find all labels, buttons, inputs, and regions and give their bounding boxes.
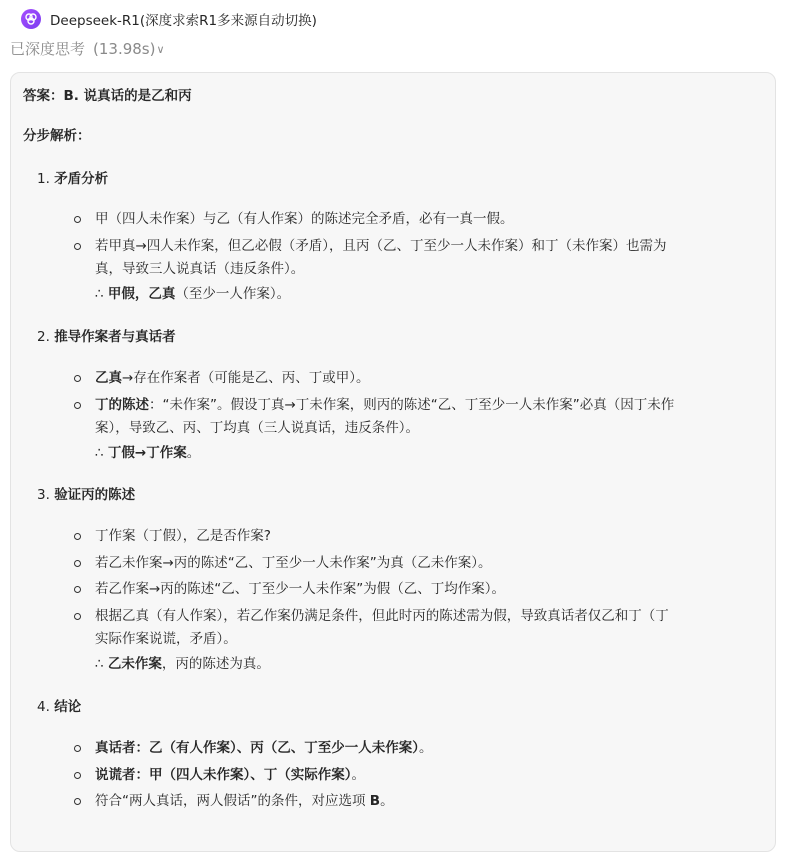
- bullet-icon: [74, 745, 81, 752]
- model-name: Deepseek-R1(深度求索R1多来源自动切换): [50, 13, 317, 29]
- section-2-heading: 2. 推导作案者与真话者: [37, 329, 176, 345]
- answer-title: 答案：B. 说真话的是乙和丙: [23, 88, 192, 104]
- bullet-icon: [74, 613, 81, 620]
- bullet-icon: [74, 560, 81, 567]
- bullet-icon: [74, 243, 81, 250]
- conclusion-line: ∴ 甲假，乙真（至少一人作案）。: [95, 286, 291, 302]
- thinking-time: (13.98s): [93, 39, 156, 58]
- answer-card: [10, 72, 776, 852]
- list-item: 乙真→存在作案者（可能是乙、丙、丁或甲）。: [95, 370, 370, 386]
- section-1-heading: 1. 矛盾分析: [37, 171, 109, 187]
- bullet-icon: [74, 402, 81, 409]
- thinking-label: 已深度思考: [10, 40, 86, 58]
- list-item-continued: 案），导致乙、丙、丁均真（三人说真话，违反条件）。: [95, 420, 419, 436]
- list-item: 若甲真→四人未作案，但乙必假（矛盾），且丙（乙、丁至少一人未作案）和丁（未作案）也需为: [95, 238, 667, 254]
- list-item: 若乙未作案→丙的陈述“乙、丁至少一人未作案”为真（乙未作案）。: [95, 555, 492, 571]
- bullet-icon: [74, 586, 81, 593]
- bullet-icon: [74, 772, 81, 779]
- thinking-toggle[interactable]: [10, 38, 165, 59]
- bullet-icon: [74, 375, 81, 382]
- section-3-heading: 3. 验证丙的陈述: [37, 487, 136, 503]
- list-item: 丁作案（丁假），乙是否作案?: [95, 528, 271, 544]
- list-item-continued: 真，导致三人说真话（违反条件）。: [95, 261, 305, 277]
- list-item: 若乙作案→丙的陈述“乙、丁至少一人未作案”为假（乙、丁均作案）。: [95, 581, 506, 597]
- list-item: 根据乙真（有人作案），若乙作案仍满足条件，但此时丙的陈述需为假，导致真话者仅乙和丁（丁: [95, 608, 669, 624]
- chevron-down-icon: ∨: [156, 43, 165, 56]
- bullet-icon: [74, 798, 81, 805]
- message-header: [21, 8, 317, 30]
- conclusion-line: ∴ 丁假→丁作案。: [95, 445, 201, 461]
- bullet-icon: [74, 533, 81, 540]
- deepseek-logo-icon: [21, 9, 41, 29]
- list-item: 丁的陈述：“未作案”。假设丁真→丁未作案，则丙的陈述“乙、丁至少一人未作案”必真（因丁未作: [95, 397, 675, 413]
- list-item: 甲（四人未作案）与乙（有人作案）的陈述完全矛盾，必有一真一假。: [95, 211, 514, 227]
- list-item-continued: 实际作案说谎，矛盾）。: [95, 631, 237, 647]
- list-item: 符合“两人真话，两人假话”的条件，对应选项 B。: [95, 793, 394, 809]
- list-item: 真话者：乙（有人作案）、丙（乙、丁至少一人未作案）。: [95, 740, 433, 756]
- answer-subtitle: 分步解析：: [23, 128, 91, 144]
- section-4-heading: 4. 结论: [37, 699, 82, 715]
- conclusion-line: ∴ 乙未作案，丙的陈述为真。: [95, 656, 270, 672]
- list-item: 说谎者：甲（四人未作案）、丁（实际作案）。: [95, 767, 365, 783]
- bullet-icon: [74, 216, 81, 223]
